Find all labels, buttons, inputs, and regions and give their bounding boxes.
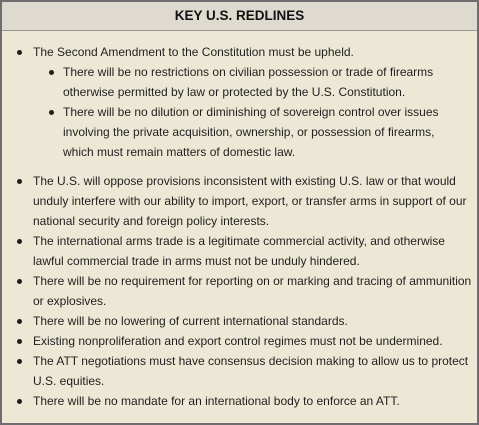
panel-title: KEY U.S. REDLINES (2, 2, 477, 31)
list-item-text: The Second Amendment to the Constitution must be upheld. (33, 45, 354, 59)
sub-list-item (33, 62, 473, 102)
sub-list-item-text: There will be no restrictions on civilian possession or trade of firearms otherwise permitted by law or protected by the U.S. Constitution. (63, 65, 434, 99)
list-item (2, 391, 477, 411)
redlines-list (2, 31, 477, 411)
panel-body (2, 31, 477, 411)
list-item-text: There will be no requirement for reporting on or marking and tracing of ammunition or explosives. (33, 274, 472, 308)
list-item-text: Existing nonproliferation and export control regimes must not be undermined. (33, 334, 443, 348)
list-item (2, 42, 477, 171)
list-item-text: The U.S. will oppose provisions inconsistent with existing U.S. law or that would unduly interfere with our ability to import, export, or transfer arms in support of our national security and foreign policy interests. (33, 174, 467, 228)
list-item-text: The international arms trade is a legitimate commercial activity, and otherwise lawful commercial trade in arms must not be unduly hindered. (33, 234, 445, 268)
sub-list-item (33, 102, 473, 162)
sub-list-item-text: There will be no dilution or diminishing of sovereign control over issues involving the private acquisition, ownership, or possession of firearms, which must remain matters of domestic law. (63, 105, 439, 159)
list-item-text: The ATT negotiations must have consensus decision making to allow us to protect U.S. equities. (33, 354, 469, 388)
list-item (2, 351, 477, 391)
list-item-text: There will be no lowering of current international standards. (33, 314, 348, 328)
list-item (2, 331, 477, 351)
list-item (2, 271, 477, 311)
list-item (2, 171, 477, 231)
sub-list (33, 62, 473, 162)
list-item (2, 231, 477, 271)
list-item (2, 311, 477, 331)
list-item-text: There will be no mandate for an international body to enforce an ATT. (33, 394, 400, 408)
